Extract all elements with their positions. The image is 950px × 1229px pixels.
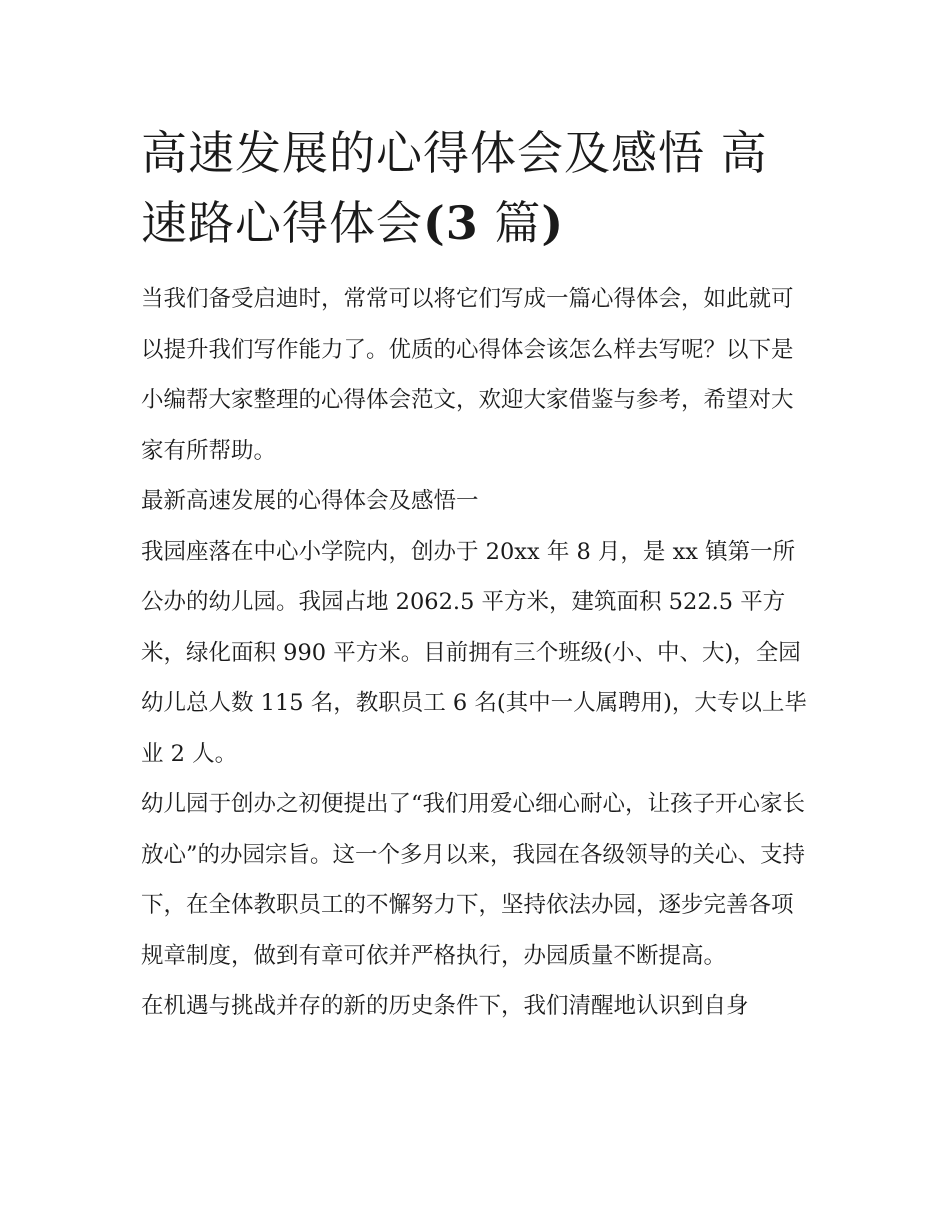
title-count-close: ) (541, 196, 565, 250)
title-count-unit: 篇 (478, 196, 542, 250)
title-count-open: (3 (423, 196, 479, 250)
document-title (141, 118, 813, 258)
body-paragraph-2: 幼儿园于创办之初便提出了“我们用爱心细心耐心，让孩子开心家长放心”的办园宗旨。这一个多月以来，我园在各级领导的关心、支持下，在全体教职员工的不懈努力下，坚持依法办园，逐步完善各项规章制度，做到有章可依并严格执行，办园质量不断提高。 (141, 791, 806, 969)
document-body (141, 118, 813, 1032)
body-paragraph-1: 我园座落在中心小学院内，创办于 20xx 年 8 月，是 xx 镇第一所公办的幼儿园。我园占地 2062.5 平方米，建筑面积 522.5 平方米，绿化面积 990 平方米。目前拥有三个班级(小、中、大)，全园幼儿总人数 115 名，教职员工 6 名(其中一人属聘用)，大专以上毕业 2 人。 (141, 538, 807, 767)
body-paragraph-3: 在机遇与挑战并存的新的历史条件下，我们清醒地认识到自身 (141, 993, 749, 1019)
section-heading: 最新高速发展的心得体会及感悟一 (141, 488, 479, 514)
title-text: 高速发展的心得体会及感悟 高速路心得体会 (141, 126, 768, 250)
intro-paragraph: 当我们备受启迪时，常常可以将它们写成一篇心得体会，如此就可以提升我们写作能力了。优质的心得体会该怎么样去写呢？以下是小编帮大家整理的心得体会范文，欢迎大家借鉴与参考，希望对大家有所帮助。 (141, 286, 794, 464)
